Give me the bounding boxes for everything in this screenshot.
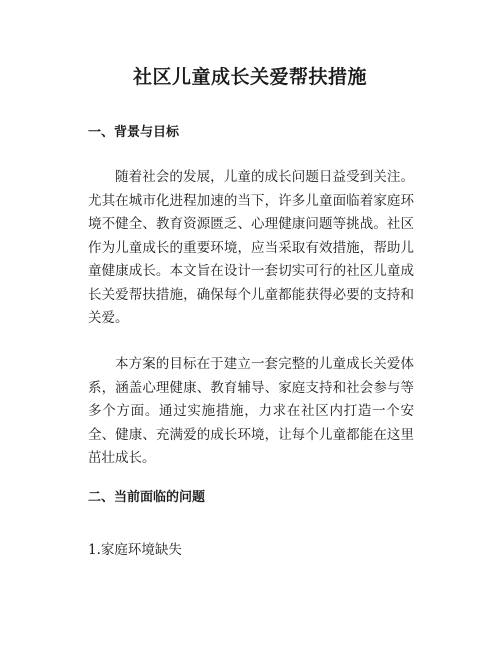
paragraph-background: 随着社会的发展，儿童的成长问题日益受到关注。尤其在城市化进程加速的当下，许多儿童面临着家庭环境不健全、教育资源匮乏、心理健康问题等挑战。社区作为儿童成长的重要环境，应当采取有效措施，帮助儿童健康成长。本文旨在设计一套切实可行的社区儿童成长关爱帮扶措施，确保每个儿童都能获得必要的支持和关爱。 xyxy=(88,169,414,326)
section-heading-background: 一、背景与目标 xyxy=(88,125,180,140)
section-heading-problems: 二、当前面临的问题 xyxy=(88,490,206,505)
page-title: 社区儿童成长关爱帮扶措施 xyxy=(132,66,367,88)
paragraph-goals: 本方案的目标在于建立一套完整的儿童成长关爱体系，涵盖心理健康、教育辅导、家庭支持和社会参与等多个方面。通过实施措施，力求在社区内打造一个安全、健康、充满爱的成长环境，让每个儿童都能在这里茁壮成长。 xyxy=(88,356,414,466)
subsection-heading-family: 1.家庭环境缺失 xyxy=(88,542,182,558)
